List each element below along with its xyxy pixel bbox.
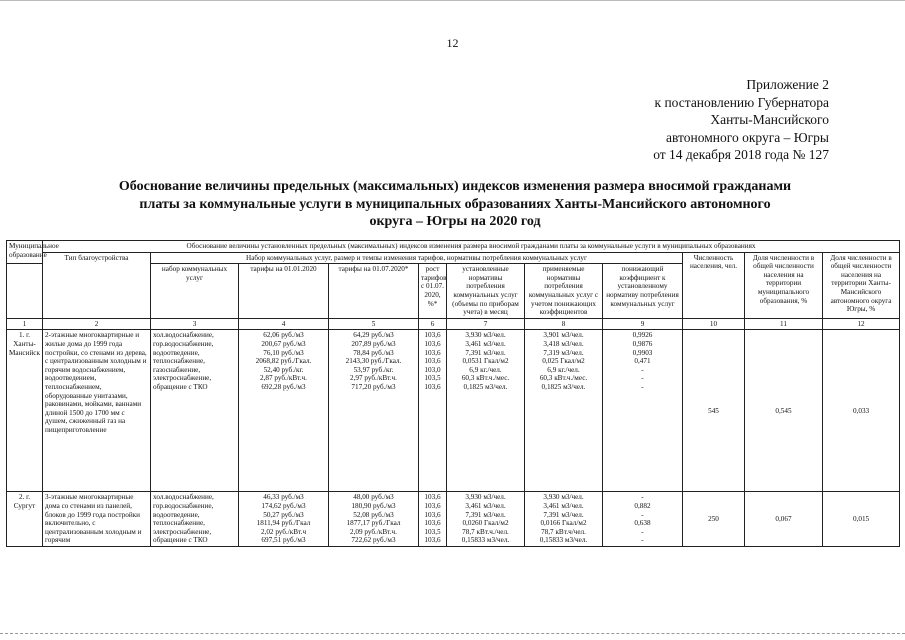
service-item: электроснабжение,: [153, 374, 212, 383]
norm-value: 0,0260 Гкал/м2: [462, 519, 509, 528]
tariff-jul-cell: [329, 492, 419, 547]
norm-value: 6,9 кг./чел.: [469, 365, 502, 374]
header-share-okrug: Доля численности в общей численности населения на территории Ханты-Мансийского автономного округа Югры, %: [823, 252, 900, 318]
tariff-value: 722,62 руб./м3: [351, 536, 396, 545]
column-number: 7: [447, 318, 525, 330]
services-cell: [151, 492, 239, 547]
norm-value: 0,1825 м3/чел.: [463, 382, 508, 391]
tariff-value: 692,28 руб./м3: [261, 382, 306, 391]
appendix-block: [653, 76, 829, 164]
coefficient-value: -: [641, 382, 644, 391]
applied-norm-value: 0,15833 м3/чел.: [539, 536, 588, 545]
service-item: водоотведение,: [153, 510, 200, 519]
header-main: Обоснование величины установленных предельных (максимальных) индексов изменения размера вносимой гражданами платы за коммунальные услуги в муниципальных образованиях: [43, 241, 900, 253]
tariff-value: 78,84 руб./м3: [353, 348, 394, 357]
tariff-value: 53,97 руб./кг.: [353, 365, 394, 374]
tariff-value: 2143,30 руб./Гкал.: [345, 357, 402, 366]
share-municipality-cell: 0,067: [745, 492, 823, 547]
norm-value: 0,0531 Гкал/м2: [462, 357, 509, 366]
title-line: платы за коммунальные услуги в муниципальных образованиях Ханты-Мансийского автономного: [139, 196, 771, 212]
norms-cell: [447, 330, 525, 492]
tariff-jan-cell: [239, 330, 329, 492]
column-number: 2: [43, 318, 151, 330]
growth-value: 103,6: [424, 357, 441, 366]
coefficient-value: -: [641, 365, 644, 374]
coefficient-value: 0,638: [634, 519, 651, 528]
tariff-index-table: [6, 240, 900, 547]
column-number: 5: [329, 318, 419, 330]
appendix-line: к постановлению Губернатора: [654, 94, 829, 110]
column-number: 4: [239, 318, 329, 330]
coefficient-value: -: [641, 536, 644, 545]
tariff-value: 1877,17 руб./Гкал: [346, 519, 401, 528]
header-coefficient: понижающий коэффициент к установленному нормативу потребления коммунальных услуг: [603, 264, 683, 319]
table-row: [7, 492, 900, 547]
tariff-value: 1811,94 руб./Гкал: [256, 519, 311, 528]
coefficient-value: 0,9926: [632, 331, 653, 340]
norms-cell: [447, 492, 525, 547]
page-number: 12: [446, 36, 459, 50]
growth-value: 103,5: [424, 527, 441, 536]
coefficient-value: -: [641, 510, 644, 519]
coefficient-value: -: [641, 527, 644, 536]
norm-value: 3,461 м3/чел.: [465, 501, 506, 510]
coefficient-value: 0,9876: [632, 339, 653, 348]
column-number: 10: [683, 318, 745, 330]
service-item: газоснабжение,: [153, 365, 201, 374]
applied-norm-value: 0,1825 м3/чел.: [541, 382, 586, 391]
tariff-value: 52,08 руб./м3: [353, 510, 394, 519]
norm-value: 3,930 м3/чел.: [465, 331, 506, 340]
tariff-jul-cell: [329, 330, 419, 492]
coefficient-cell: [603, 492, 683, 547]
improvement-cell: 3-этажные многоквартирные дома со стенами из панелей, блоков до 1999 года постройки включительно, с централизованным холодным и горячим: [43, 492, 151, 547]
share-okrug-cell: 0,033: [823, 330, 900, 492]
applied-norm-value: 3,461 м3/чел.: [543, 501, 584, 510]
header-tariff-jan: тарифы на 01.01.2020: [239, 264, 329, 319]
norm-value: 3,461 м3/чел.: [465, 339, 506, 348]
title-line: Обоснование величины предельных (максимальных) индексов изменения размера вносимой гражданами: [118, 179, 792, 194]
tariff-value: 174,62 руб./м3: [261, 501, 306, 510]
service-item: теплоснабжение,: [153, 519, 205, 528]
services-cell: [151, 330, 239, 492]
tariff-value: 697,51 руб./м3: [261, 536, 306, 545]
appendix-line: Приложение 2: [746, 77, 829, 92]
norm-value: 3,930 м3/чел.: [465, 493, 506, 502]
column-number: 11: [745, 318, 823, 330]
share-okrug-cell: 0,015: [823, 492, 900, 547]
table-header-row: [7, 252, 900, 264]
applied-norm-value: 0,0166 Гкал/м2: [540, 519, 587, 528]
population-cell: 250: [683, 492, 745, 547]
tariff-value: 2,97 руб./кВт.ч.: [350, 374, 397, 383]
appendix-line: Ханты-Мансийского: [710, 112, 829, 127]
applied-norm-value: 0,025 Гкал/м2: [542, 357, 585, 366]
header-municipality: Муниципальное образование: [7, 241, 43, 264]
column-number: 12: [823, 318, 900, 330]
share-municipality-cell: 0,545: [745, 330, 823, 492]
service-item: водоотведение,: [153, 348, 200, 357]
header-share-municipality: Доля численности в общей численности населения на территории муниципального образования, %: [745, 252, 823, 318]
growth-cell: [419, 492, 447, 547]
tariff-value: 48,00 руб./м3: [353, 493, 394, 502]
coefficient-value: 0,471: [634, 357, 651, 366]
applied-norms-cell: [525, 330, 603, 492]
column-number: 3: [151, 318, 239, 330]
tariff-value: 180,90 руб./м3: [351, 501, 396, 510]
table-header-row: [7, 241, 900, 253]
growth-value: 103,6: [424, 501, 441, 510]
tariff-value: 207,89 руб./м3: [351, 339, 396, 348]
applied-norms-cell: [525, 492, 603, 547]
population-cell: 545: [683, 330, 745, 492]
tariff-value: 2,87 руб./кВт.ч.: [260, 374, 307, 383]
coefficient-value: -: [641, 493, 644, 502]
growth-value: 103,0: [424, 365, 441, 374]
municipality-cell: 1. г. Ханты-Мансийск: [7, 330, 43, 492]
norm-value: 7,391 м3/чел.: [465, 348, 506, 357]
header-population: Численность населения, чел.: [683, 252, 745, 318]
tariff-value: 50,27 руб./м3: [263, 510, 304, 519]
growth-value: 103,6: [424, 331, 441, 340]
service-item: обращение с ТКО: [153, 382, 208, 391]
column-number: 6: [419, 318, 447, 330]
service-item: хол.водоснабжение,: [153, 331, 214, 340]
tariff-value: 717,20 руб./м3: [351, 382, 396, 391]
applied-norm-value: 3,418 м3/чел.: [543, 339, 584, 348]
tariff-value: 2,09 руб./кВт.ч.: [350, 527, 397, 536]
header-services: набор коммунальных услуг: [151, 264, 239, 319]
applied-norm-value: 60,3 кВт.ч./мес.: [539, 374, 588, 383]
applied-norm-value: 6,9 кг./чел.: [547, 365, 580, 374]
applied-norm-value: 3,930 м3/чел.: [543, 493, 584, 502]
column-number-row: [7, 318, 900, 330]
norm-value: 78,7 кВт.ч./чел.: [462, 527, 509, 536]
norm-value: 0,15833 м3/чел.: [461, 536, 510, 545]
service-item: хол.водоснабжение,: [153, 493, 214, 502]
coefficient-value: 0,882: [634, 501, 651, 510]
applied-norm-value: 7,319 м3/чел.: [543, 348, 584, 357]
tariff-jan-cell: [239, 492, 329, 547]
bottom-edge-line: [0, 633, 905, 634]
tariff-value: 52,40 руб./кг.: [263, 365, 304, 374]
growth-value: 103,6: [424, 382, 441, 391]
header-improvement-type: Тип благоустройства: [43, 252, 151, 318]
growth-value: 103,6: [424, 510, 441, 519]
appendix-line: от 14 декабря 2018 года № 127: [653, 147, 829, 162]
appendix-line: автономного округа – Югры: [666, 129, 829, 145]
applied-norm-value: 78,7 кВт.ч/чел.: [541, 527, 586, 536]
coefficient-cell: [603, 330, 683, 492]
document-title: [95, 178, 815, 231]
growth-value: 103,6: [424, 348, 441, 357]
top-edge-line: [0, 0, 905, 1]
municipality-cell: 2. г. Сургут: [7, 492, 43, 547]
tariff-value: 62,06 руб./м3: [263, 331, 304, 340]
header-norms: установленные нормативы потребления коммунальных услуг (объемы по приборам учета) в месяц: [447, 264, 525, 319]
tariff-value: 200,67 руб./м3: [261, 339, 306, 348]
tariff-value: 2,02 руб./кВт.ч: [260, 527, 307, 536]
growth-value: 103,6: [424, 519, 441, 528]
column-number: 9: [603, 318, 683, 330]
title-line: округа – Югры на 2020 год: [369, 214, 541, 229]
header-services-set: Набор коммунальных услуг, размер и темпы изменения тарифов, нормативы потребления коммунальных услуг: [151, 252, 683, 264]
tariff-value: 2068,82 руб./Гкал.: [255, 357, 312, 366]
tariff-value: 76,10 руб./м3: [263, 348, 304, 357]
coefficient-value: -: [641, 374, 644, 383]
tariff-value: 64,29 руб./м3: [353, 331, 394, 340]
header-empty: [7, 264, 43, 319]
growth-cell: [419, 330, 447, 492]
service-item: гор.водоснабжение,: [153, 501, 214, 510]
service-item: обращение с ТКО: [153, 536, 208, 545]
service-item: гор.водоснабжение,: [153, 339, 214, 348]
tariff-value: 46,33 руб./м3: [263, 493, 304, 502]
improvement-cell: 2-этажные многоквартирные и жилые дома до 1999 года постройки, со стенами из дерева, с централизованным холодным и горячим водоснабжением, водоотведением, теплоснабжением, оборудованные унитазами, раковинами, мойками, ваннами длиной 1500 до 1700 мм с душем, сжиженный газ на пищеприготовление: [43, 330, 151, 492]
growth-value: 103,6: [424, 493, 441, 502]
service-item: электроснабжение,: [153, 527, 212, 536]
coefficient-value: 0,9903: [632, 348, 653, 357]
applied-norm-value: 3,901 м3/чел.: [543, 331, 584, 340]
column-number: 8: [525, 318, 603, 330]
growth-value: 103,6: [424, 536, 441, 545]
service-item: теплоснабжение,: [153, 357, 205, 366]
norm-value: 60,3 кВт.ч./мес.: [461, 374, 510, 383]
growth-value: 103,5: [424, 374, 441, 383]
column-number: 1: [7, 318, 43, 330]
applied-norm-value: 7,391 м3/чел.: [543, 510, 584, 519]
header-tariff-jul: тарифы на 01.07.2020*: [329, 264, 419, 319]
norm-value: 7,391 м3/чел.: [465, 510, 506, 519]
header-growth: рост тарифов с 01.07. 2020, %*: [419, 264, 447, 319]
header-applied-norms: применяемые нормативы потребления коммунальных услуг с учетом понижающих коэффициентов: [525, 264, 603, 319]
table-row: [7, 330, 900, 492]
growth-value: 103,6: [424, 339, 441, 348]
